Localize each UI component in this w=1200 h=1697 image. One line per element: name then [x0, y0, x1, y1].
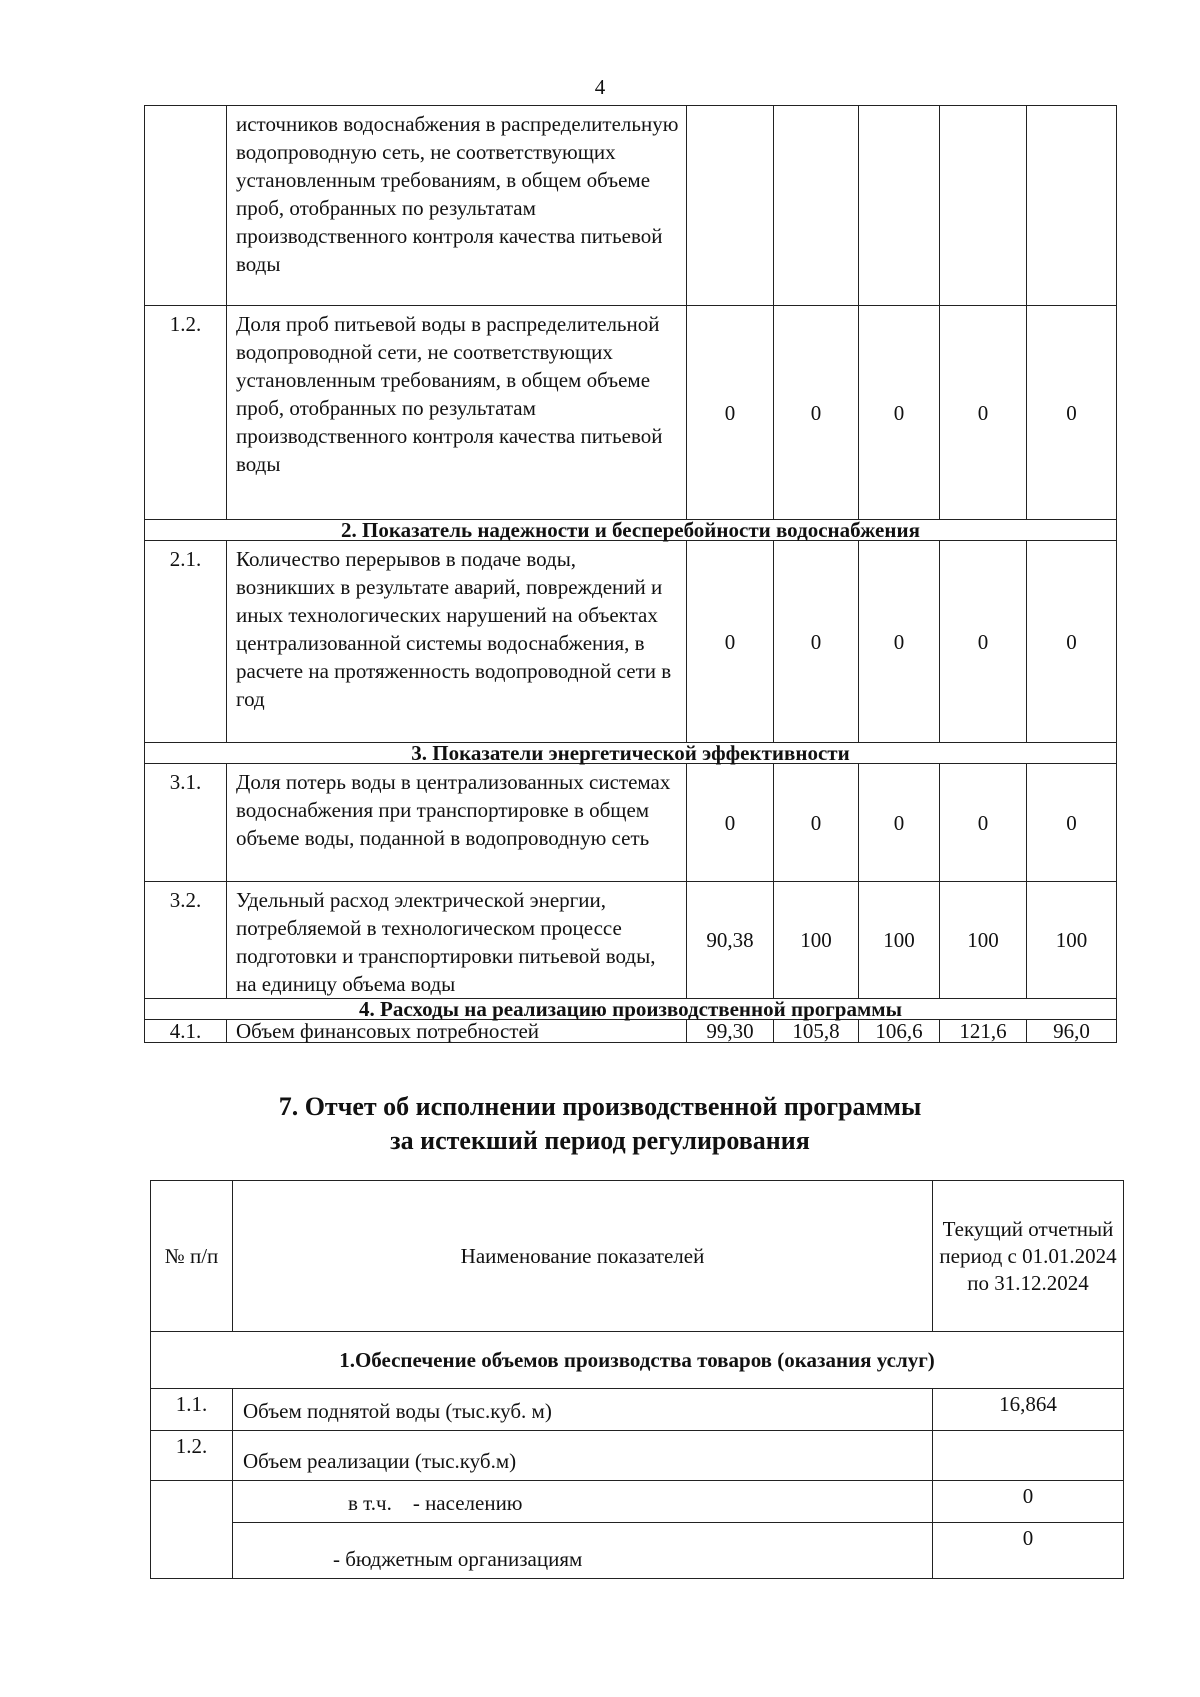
- value-cell: 100: [774, 882, 859, 999]
- value-cell: 90,38: [687, 882, 774, 999]
- value-cell: 121,6: [940, 1020, 1027, 1043]
- value-cell: 96,0: [1027, 1020, 1117, 1043]
- row-number: 3.1.: [145, 764, 227, 882]
- value-cell: [774, 106, 859, 306]
- value-cell: 105,8: [774, 1020, 859, 1043]
- header-number: № п/п: [151, 1181, 233, 1332]
- value-cell: 106,6: [859, 1020, 940, 1043]
- table-row: [151, 1481, 1124, 1523]
- value-cell: 0: [1027, 541, 1117, 743]
- row-number: 4.1.: [145, 1020, 227, 1043]
- value-cell: [687, 106, 774, 306]
- section-row: [151, 1332, 1124, 1389]
- subitem-prefix: в т.ч.: [348, 1491, 392, 1515]
- indicator-name: - бюджетным организациям: [233, 1523, 933, 1579]
- value-cell: 100: [940, 882, 1027, 999]
- table-row: [145, 882, 1117, 999]
- indicator-name: Объем финансовых потребностей: [227, 1020, 687, 1043]
- indicator-name: Удельный расход электрической энергии, потребляемой в технологическом процессе подготовки и транспортировки питьевой воды, на единицу объема воды: [227, 882, 687, 999]
- value-cell: [933, 1431, 1124, 1481]
- row-number: 1.2.: [145, 306, 227, 520]
- value-cell: 0: [1027, 764, 1117, 882]
- heading-line-1: 7. Отчет об исполнении производственной программы: [278, 1092, 922, 1121]
- value-cell: 0: [859, 541, 940, 743]
- section-heading: [0, 1090, 1200, 1158]
- row-number: [145, 106, 227, 306]
- report-table: [150, 1180, 1124, 1579]
- value-cell: 100: [1027, 882, 1117, 999]
- row-number: 3.2.: [145, 882, 227, 999]
- table-row: [151, 1523, 1124, 1579]
- value-cell: 0: [687, 541, 774, 743]
- value-cell: 0: [940, 541, 1027, 743]
- row-number: [151, 1481, 233, 1523]
- value-cell: 0: [687, 764, 774, 882]
- indicator-name: Доля потерь воды в централизованных системах водоснабжения при транспортировке в общем объеме воды, поданной в водопроводную сеть: [227, 764, 687, 882]
- table-row: [145, 541, 1117, 743]
- row-number: [151, 1523, 233, 1579]
- section-row: [145, 999, 1117, 1020]
- value-cell: 99,30: [687, 1020, 774, 1043]
- table-row: [151, 1389, 1124, 1431]
- section-title: 3. Показатели энергетической эффективности: [145, 743, 1117, 764]
- section-row: [145, 520, 1117, 541]
- value-cell: 0: [940, 306, 1027, 520]
- indicator-name: источников водоснабжения в распределительную водопроводную сеть, не соответствующих установленным требованиям, в общем объеме проб, отобранных по результатам производственного контроля качества питьевой воды: [227, 106, 687, 306]
- value-cell: 0: [859, 764, 940, 882]
- row-number: 2.1.: [145, 541, 227, 743]
- value-cell: 0: [687, 306, 774, 520]
- header-row: [151, 1181, 1124, 1332]
- table-row: [145, 106, 1117, 306]
- section-row: [145, 743, 1117, 764]
- table-row: [145, 1020, 1117, 1043]
- value-cell: 0: [774, 541, 859, 743]
- subitem-label: - населению: [412, 1491, 523, 1515]
- value-cell: [859, 106, 940, 306]
- value-cell: 0: [774, 306, 859, 520]
- row-number: 1.2.: [151, 1431, 233, 1481]
- table-row: [145, 764, 1117, 882]
- value-cell: 0: [859, 306, 940, 520]
- value-cell: 0: [933, 1481, 1124, 1523]
- table-row: [151, 1431, 1124, 1481]
- section-title: 1.Обеспечение объемов производства товаров (оказания услуг): [151, 1332, 1124, 1389]
- header-period: Текущий отчетный период с 01.01.2024 по 31.12.2024: [933, 1181, 1124, 1332]
- value-cell: [940, 106, 1027, 306]
- indicators-table: [144, 105, 1117, 1043]
- value-cell: 16,864: [933, 1389, 1124, 1431]
- value-cell: 0: [933, 1523, 1124, 1579]
- indicator-name: [233, 1481, 933, 1523]
- indicator-name: Доля проб питьевой воды в распределительной водопроводной сети, не соответствующих установленным требованиям, в общем объеме проб, отобранных по результатам производственного контроля качества питьевой воды: [227, 306, 687, 520]
- value-cell: [1027, 106, 1117, 306]
- indicator-name: Объем реализации (тыс.куб.м): [233, 1431, 933, 1481]
- indicator-name: Объем поднятой воды (тыс.куб. м): [233, 1389, 933, 1431]
- value-cell: 0: [774, 764, 859, 882]
- table-row: [145, 306, 1117, 520]
- section-title: 4. Расходы на реализацию производственной программы: [145, 999, 1117, 1020]
- header-name: Наименование показателей: [233, 1181, 933, 1332]
- indicator-name: Количество перерывов в подаче воды, возникших в результате аварий, повреждений и иных технологических нарушений на объектах централизованной системы водоснабжения, в расчете на протяженность водопроводной сети в год: [227, 541, 687, 743]
- heading-line-2: за истекший период регулирования: [390, 1126, 810, 1155]
- value-cell: 100: [859, 882, 940, 999]
- row-number: 1.1.: [151, 1389, 233, 1431]
- value-cell: 0: [940, 764, 1027, 882]
- page-number: 4: [594, 75, 606, 99]
- section-title: 2. Показатель надежности и бесперебойности водоснабжения: [145, 520, 1117, 541]
- value-cell: 0: [1027, 306, 1117, 520]
